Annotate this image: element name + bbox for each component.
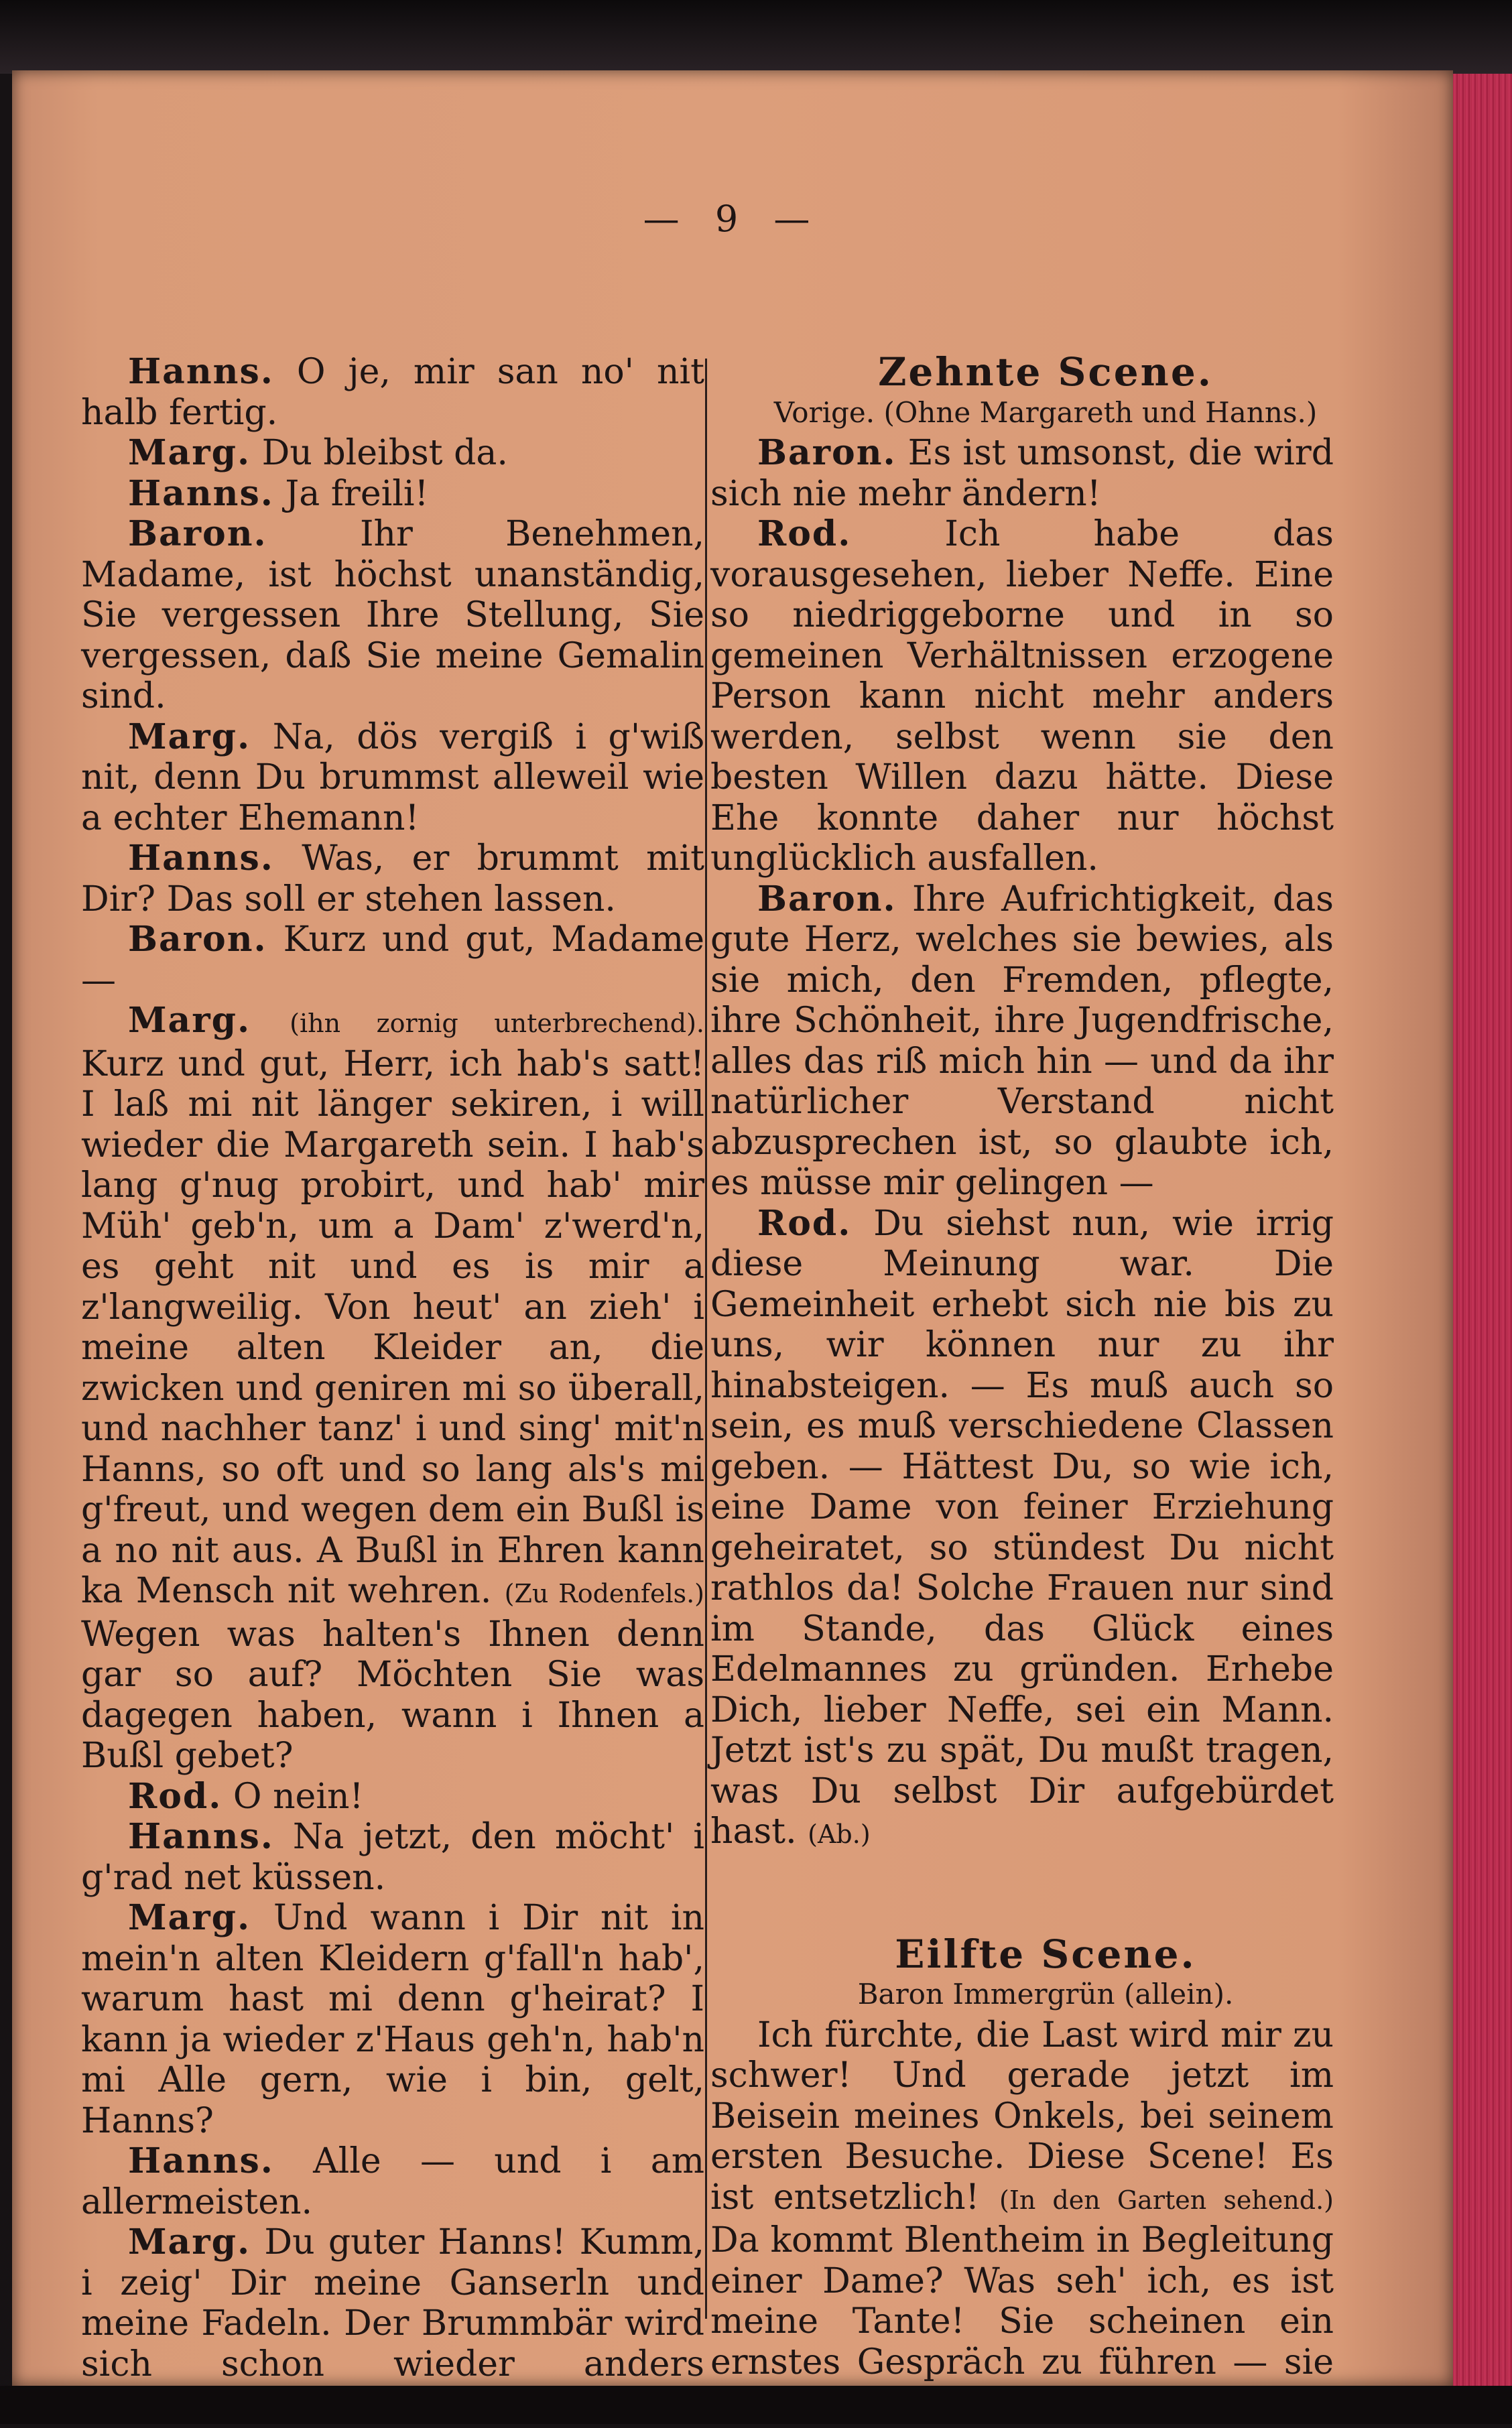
page-edge-red xyxy=(1453,74,1512,2386)
line-text: Du siehst nun, wie irrig diese Meinung war. Die Gemeinheit erhebt sich nie bis zu uns, wir können nur zu ihr hinabsteigen. — Es muß auch so sein, es muß verschiedene Classen geben. — Hättest Du, so wie ich, eine Dame von feiner Erziehung geheiratet, so stündest Du nicht rathlos da! Solche Frauen nur sind im Stande, das Glück eines Edelmannes zu gründen. Erhebe Dich, lieber Neffe, sei ein Mann. Jetzt ist's zu spät, Du mußt tragen, was Du selbst Dir aufgebürdet hast. xyxy=(710,1203,1334,1852)
line-text: Na, dös vergiß i g'wiß nit, denn Du brummst alleweil wie a echter Ehemann! xyxy=(81,716,704,838)
speaker: Hanns. xyxy=(128,351,274,392)
speaker: Hanns. xyxy=(128,472,274,514)
column-divider xyxy=(705,359,707,2319)
scene-cast: Baron Immergrün (allein). xyxy=(857,1978,1234,2010)
dialogue-line xyxy=(81,352,704,433)
dialogue-line xyxy=(81,1777,704,1817)
speaker: Hanns. xyxy=(128,838,274,879)
dialogue-line xyxy=(81,838,704,919)
line-text: O je, mir san no' nit halb fertig. xyxy=(81,352,705,433)
line-text: Ihr Benehmen, Madame, ist höchst unanständig, Sie vergessen Ihre Stellung, Sie vergessen, daß Sie meine Gemalin sind. xyxy=(81,514,704,716)
bottom-shadow xyxy=(0,2386,1512,2424)
dialogue-line xyxy=(710,879,1334,1204)
dialogue-line xyxy=(710,1204,1334,1855)
line-text: Und wann i Dir nit in mein'n alten Kleidern g'fall'n hab', warum hast mi denn g'heirat? I kann ja wieder z'Haus geh'n, hab'n mi Alle gern, wie i bin, gelt, Hanns? xyxy=(81,1898,704,2141)
stage-direction: (In den Garten sehend.) xyxy=(999,2185,1334,2215)
scene-cast: Vorige. (Ohne Margareth und Hanns.) xyxy=(773,395,1318,429)
line-text: Alle — und i am allermeisten. xyxy=(81,2141,704,2222)
dialogue-line xyxy=(81,474,704,515)
line-text: Ihre Aufrichtigkeit, das gute Herz, welches sie bewies, als sie mich, den Fremden, pflegte, ihre Schönheit, ihre Jugendfrische, alles das riß mich hin — und da ihr natürlicher Verstand nicht abzusprechen ist, so glaubte ich, es müsse mir gelingen — xyxy=(710,879,1334,1203)
dialogue-line xyxy=(710,514,1334,879)
stage-direction: (Zu Rodenfels.) xyxy=(504,1579,704,1608)
speaker: Baron. xyxy=(757,432,897,473)
speaker: Marg. xyxy=(128,2222,251,2262)
line-text: Du guter Hanns! Kumm, i zeig' Dir meine Ganserln und meine Fadeln. Der Brummbär wird sich schon wieder anders xyxy=(81,2222,705,2384)
scene-gap xyxy=(710,1855,1334,1934)
speaker: Hanns. xyxy=(128,2141,274,2181)
speaker: Rod. xyxy=(757,513,852,554)
dialogue-line xyxy=(81,2141,704,2222)
line-text: Kurz und gut, Herr, ich hab's satt! I laß mi nit länger sekiren, i will wieder die Margareth sein. I hab's lang g'nug probirt, und hab' mir Müh' geb'n, um a Dam' z'werd'n, es geht nit und es is mir a z'langweilig. Von heut' an zieh' i meine alten Kleider an, die zwicken und geniren mi so überall, und nachher tanz' i und sing' mit'n Hanns, so oft und so lang als's mi g'freut, und wegen dem ein Bußl is a no nit aus. A Bußl in Ehren kann ka Mensch nit wehren. xyxy=(81,1043,704,1611)
scene-title: Zehnte Scene. xyxy=(878,349,1213,395)
line-text: Was, er brummt mit Dir? Das soll er stehen lassen. xyxy=(81,838,704,919)
line-text: Wegen was halten's Ihnen denn gar so auf? Möchten Sie was dagegen haben, wann i Ihnen a Bußl gebet? xyxy=(81,1614,704,1776)
page-number: — 9 — xyxy=(643,198,822,240)
line-text: Ja freili! xyxy=(285,473,429,514)
speaker: Hanns. xyxy=(128,1816,274,1857)
book-spine-shadow xyxy=(0,0,1512,74)
speaker: Baron. xyxy=(128,513,267,554)
speaker: Marg. xyxy=(128,716,251,757)
line-text: Ich habe das vorausgesehen, lieber Neffe. Eine so niedriggeborne und in so gemeinen Verhältnissen erzogene Person kann nicht mehr anders werden, selbst wenn sie den besten Willen dazu hätte. Diese Ehe konnte daher nur höchst unglücklich ausfallen. xyxy=(710,514,1334,879)
line-text: Ich fürchte, die Last wird mir zu schwer! Und gerade jetzt im Beisein meines Onkels, bei seinem ersten Besuche. Diese Scene! Es ist entsetzlich! xyxy=(710,2015,1334,2218)
scene-title: Eilfte Scene. xyxy=(895,1931,1196,1977)
monologue xyxy=(710,2015,1334,2423)
dialogue-line xyxy=(81,1817,704,1898)
stage-direction: (ihn zornig unterbrechend). xyxy=(290,1009,704,1038)
speaker: Marg. xyxy=(128,432,251,473)
speaker: Marg. xyxy=(128,1000,251,1041)
line-text: Da kommt Blentheim in Begleitung einer Dame? Was seh' ich, es ist meine Tante! Sie scheinen ein ernstes Gespräch zu führen — sie xyxy=(710,2220,1334,2382)
dialogue-line xyxy=(81,433,704,474)
book-page xyxy=(12,70,1453,2386)
dialogue-line xyxy=(710,433,1334,514)
line-text: Du bleibst da. xyxy=(261,433,508,473)
dialogue-line xyxy=(81,919,704,1001)
stage-direction: (Ab.) xyxy=(808,1819,871,1849)
speaker: Rod. xyxy=(757,1202,852,1244)
line-text: Na jetzt, den möcht' i g'rad net küssen. xyxy=(81,1817,704,1898)
dialogue-line xyxy=(81,717,704,839)
line-text: Es ist umsonst, die wird sich nie mehr ändern! xyxy=(710,433,1334,514)
dialogue-line xyxy=(81,1001,704,1777)
speaker: Baron. xyxy=(757,878,897,919)
right-column xyxy=(710,349,1334,2423)
speaker: Baron. xyxy=(128,919,267,960)
speaker: Marg. xyxy=(128,1897,251,1938)
line-text: O nein! xyxy=(233,1776,364,1817)
dialogue-line xyxy=(81,514,704,717)
left-column xyxy=(81,352,704,2428)
line-text: Kurz und gut, Madame — xyxy=(81,919,705,1001)
dialogue-line xyxy=(81,1898,704,2141)
speaker: Rod. xyxy=(128,1775,223,1817)
